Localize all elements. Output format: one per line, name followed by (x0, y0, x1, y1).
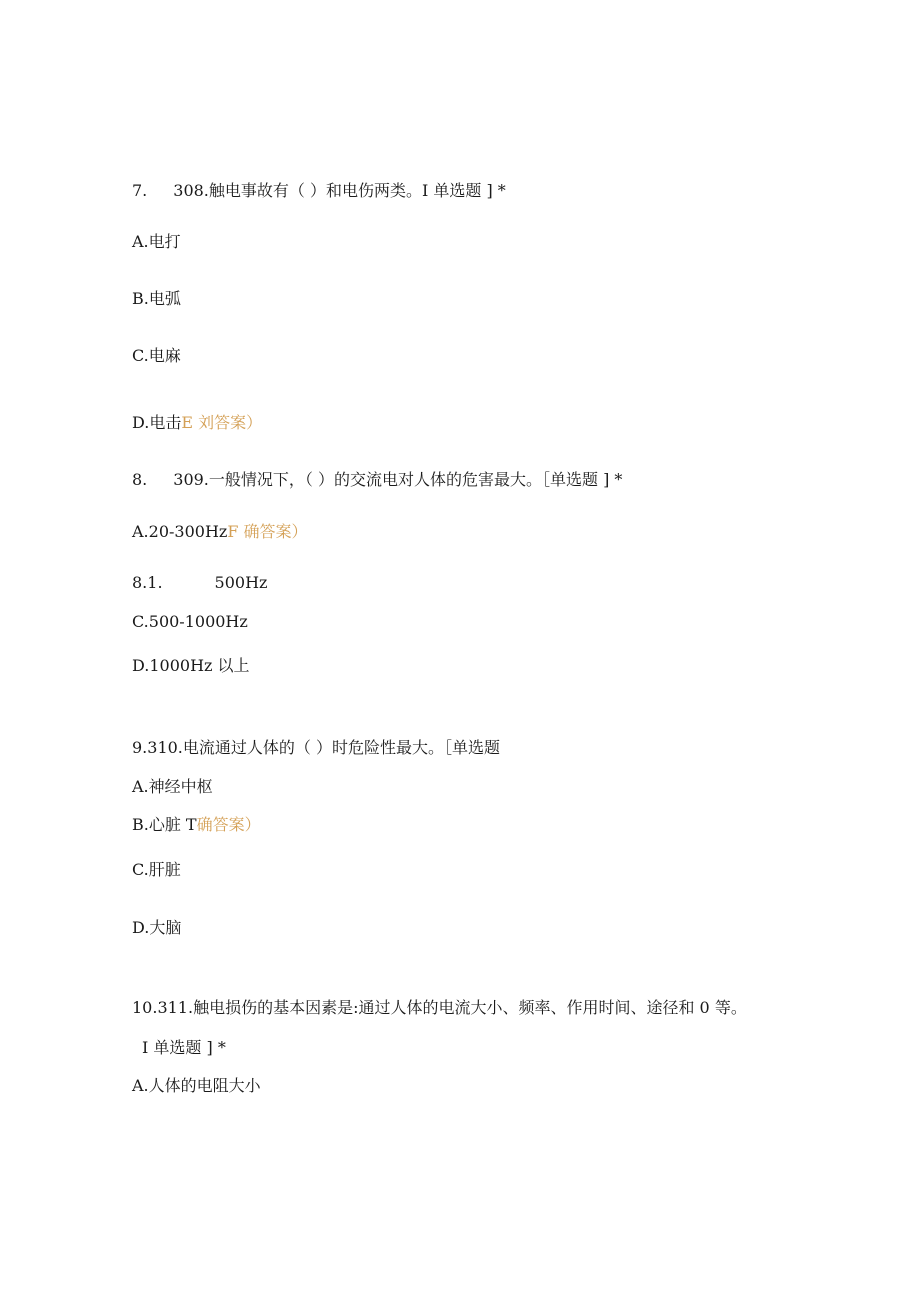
option-text: 8.1. (132, 573, 163, 592)
option-text: D.1000Hz 以上 (132, 656, 250, 675)
question-9-stem (132, 738, 500, 758)
question-7-option-d (132, 413, 262, 433)
question-10-stem-type (142, 1038, 226, 1058)
question-8-option-d (132, 656, 250, 676)
question-9-option-a (132, 777, 213, 797)
correct-answer-tag: F 确答案） (227, 522, 308, 541)
question-8-option-c (132, 612, 248, 632)
question-7-option-a (132, 232, 181, 252)
option-text: B.心脏 T (132, 815, 197, 834)
question-text: 309.一般情况下，（ ）的交流电对人体的危害最大。［单选题 ] * (173, 470, 623, 489)
option-text: A.20-300Hz (132, 522, 228, 541)
option-text-value: 500Hz (214, 573, 268, 592)
question-7-option-c (132, 346, 181, 366)
question-7-stem (132, 181, 506, 201)
correct-answer-tag: 确答案） (196, 815, 261, 834)
question-10-stem (132, 998, 747, 1018)
question-text: 10.311.触电损伤的基本因素是:通过人体的电流大小、频率、作用时间、途径和 0 等。 (132, 998, 747, 1017)
question-8-option-a (132, 522, 308, 542)
correct-answer-tag: E 刘答案） (181, 413, 263, 432)
option-text: C.电麻 (132, 346, 181, 365)
option-text: A.电打 (132, 232, 181, 251)
question-9-option-c (132, 860, 181, 880)
option-text: C.肝脏 (132, 860, 181, 879)
question-number: 7. (132, 181, 148, 200)
option-text: C.500-1000Hz (132, 612, 248, 631)
question-9-option-d (132, 918, 181, 938)
question-text: 308.触电事故有（ ）和电伤两类。I 单选题 ] * (173, 181, 506, 200)
option-text: A.人体的电阻大小 (132, 1076, 261, 1095)
question-9-option-b (132, 815, 261, 835)
question-8-stem (132, 470, 622, 490)
question-type: I 单选题 ] * (142, 1038, 226, 1057)
option-text: D.大脑 (132, 918, 182, 937)
question-text: 9.310.电流通过人体的（ ）时危险性最大。［单选题 (132, 738, 500, 757)
option-text: B.电弧 (132, 289, 181, 308)
question-number: 8. (132, 470, 148, 489)
question-7-option-b (132, 289, 181, 309)
question-10-option-a (132, 1076, 261, 1096)
question-8-option-b (132, 573, 267, 593)
option-text: D.电击 (132, 413, 182, 432)
option-text: A.神经中枢 (132, 777, 213, 796)
